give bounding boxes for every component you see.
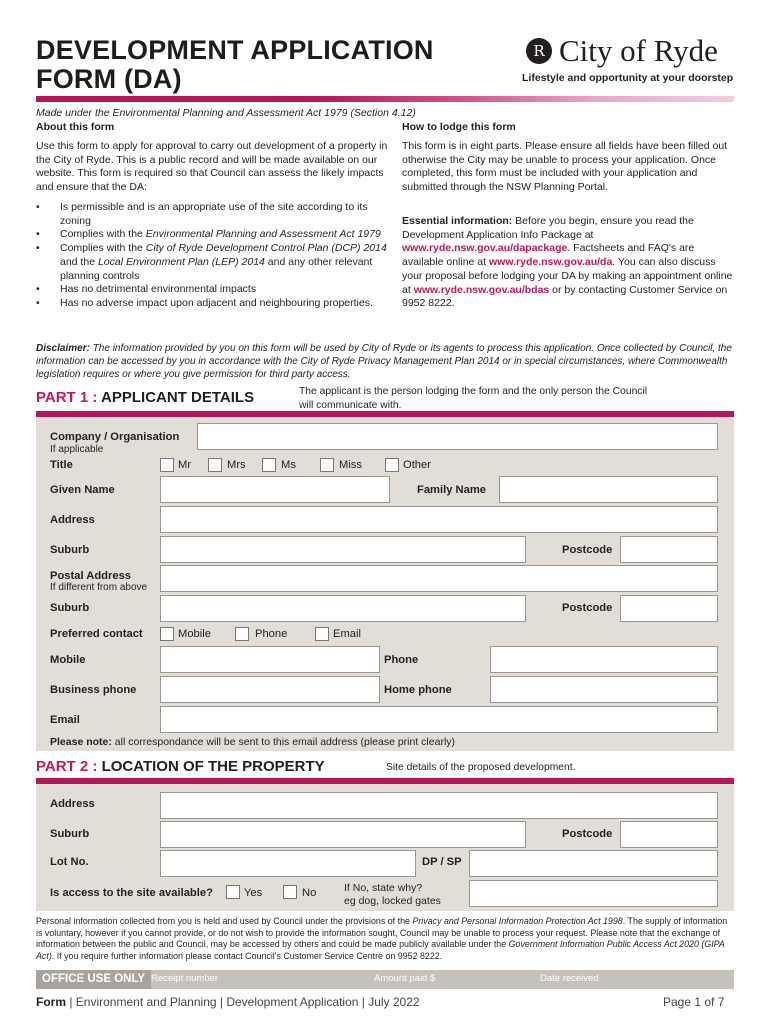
home-phone-label: Home phone [384, 684, 452, 696]
postal-address-label: Postal Address [50, 570, 132, 582]
suburb-label: Suburb [50, 544, 90, 556]
family-name-label: Family Name [417, 484, 487, 496]
mobile-label: Mobile [50, 654, 86, 666]
suburb-input[interactable] [160, 536, 526, 563]
lot-label: Lot No. [50, 856, 89, 868]
office-use-label: OFFICE USE ONLY [36, 970, 151, 989]
property-suburb-input[interactable] [160, 821, 526, 848]
bullet-item: • Is permissible and is an appropriate use of the site according to its zoning [36, 201, 392, 228]
date-received-label: Date received [540, 973, 599, 984]
header-rule [36, 96, 734, 102]
title-miss-checkbox[interactable] [320, 458, 334, 472]
title-label: Title [50, 459, 73, 471]
page-number: Page 1 of 7 [663, 995, 725, 1009]
phone-label: Phone [384, 654, 419, 666]
address-label: Address [50, 514, 95, 526]
bdas-link[interactable]: www.ryde.nsw.gov.au/bdas [413, 283, 550, 296]
about-bullets [36, 201, 392, 311]
receipt-number-label: Receipt number [151, 973, 219, 984]
access-reason-input[interactable] [469, 880, 718, 907]
business-phone-input[interactable] [160, 676, 380, 703]
about-heading: About this form [36, 121, 115, 133]
part1-heading: PART 1 : APPLICANT DETAILS [36, 389, 255, 406]
family-name-input[interactable] [499, 476, 718, 503]
property-suburb-label: Suburb [50, 828, 90, 840]
postal-suburb-label: Suburb [50, 602, 90, 614]
property-address-label: Address [50, 798, 95, 810]
lot-input[interactable] [160, 850, 416, 877]
city-of-ryde-logo [522, 33, 734, 86]
form-title: DEVELOPMENT APPLICATION FORM (DA) [36, 35, 434, 94]
address-input[interactable] [160, 506, 718, 533]
title-mrs-checkbox[interactable] [208, 458, 222, 472]
contact-email-label: Email [333, 628, 361, 640]
logo-tagline: Lifestyle and opportunity at your doorstep [522, 72, 734, 84]
office-use-bar [36, 970, 734, 989]
ryde-logo-mark: R [526, 38, 552, 64]
email-label: Email [50, 714, 80, 726]
given-name-input[interactable] [160, 476, 390, 503]
act-reference: Made under the Environmental Planning and Assessment Act 1979 (Section 4.12) [36, 107, 416, 119]
phone-input[interactable] [490, 646, 718, 673]
contact-phone-checkbox[interactable] [235, 627, 249, 641]
property-postcode-label: Postcode [562, 828, 613, 840]
title-mr-checkbox[interactable] [160, 458, 174, 472]
access-yes-checkbox[interactable] [226, 885, 240, 899]
contact-phone-label: Phone [255, 628, 288, 640]
access-no-label: No [302, 887, 317, 899]
postal-postcode-input[interactable] [620, 595, 718, 622]
contact-mobile-checkbox[interactable] [160, 627, 174, 641]
title-other-checkbox[interactable] [385, 458, 399, 472]
essential-information: Essential information: Before you begin, ensure you read the Development Application Info Package at www.ryde.nsw.gov.au/dapackage. Factsheets and FAQ's are available online at www.ryde.nsw.gov.au/da. You can also discuss your proposal before lodging your DA by making an appointment online at www.ryde.nsw.gov.au/bdas or by contacting Customer Service on 9952 8222. [402, 215, 733, 310]
disclaimer: Disclaimer: The information provided by you on this form will be used by City of Ryde or its agents to process this application. Once collected by Council, the information can be accessed by you in accordance with the City of Ryde Privacy Management Plan 2014 or in special circumstances, where Commonwealth legislation requires or where you give permission for third party access. [36, 343, 732, 381]
title-mrs-label: Mrs [227, 459, 246, 471]
part1-description: The applicant is the person lodging the form and the only person the Council will communicate with. [299, 386, 648, 411]
site-access-label: Is access to the site available? [50, 887, 213, 899]
mobile-input[interactable] [160, 646, 380, 673]
title-ms-label: Ms [281, 459, 296, 471]
given-name-label: Given Name [50, 484, 115, 496]
property-postcode-input[interactable] [620, 821, 718, 848]
privacy-statement: Personal information collected from you is held and used by Council under the provisions of the Privacy and Personal Information Protection Act 1998. The supply of information is voluntary, however if you cannot provide, or do not wish to provide the information sought, Council may be unable to process your request. Please note that the exchange of information between the public and Council, may be accessed by others and could be made publicly available under the Government Information Public Access Act 2020 (GIPA Act). If you require further information please contact Council's Customer Service Centre on 9952 8222. [36, 916, 728, 961]
postal-postcode-label: Postcode [562, 602, 613, 614]
postcode-input[interactable] [620, 536, 718, 563]
home-phone-input[interactable] [490, 676, 718, 703]
contact-email-checkbox[interactable] [315, 627, 329, 641]
amount-paid-label: Amount paid $ [374, 973, 436, 984]
lodge-text: This form is in eight parts. Please ensure all fields have been filled out otherwise the City may be unable to process your application. Once completed, this form must be included with your application and submitted through the NSW Planning Portal. [402, 140, 728, 194]
email-note: Please note: all correspondance will be sent to this email address (please print clearly) [50, 736, 456, 748]
property-address-input[interactable] [160, 792, 718, 819]
contact-mobile-label: Mobile [178, 628, 211, 640]
part2-heading: PART 2 : LOCATION OF THE PROPERTY [36, 758, 325, 775]
da-link[interactable]: www.ryde.nsw.gov.au/da [488, 256, 613, 269]
postcode-label: Postcode [562, 544, 613, 556]
postal-address-sub: If different from above [50, 582, 148, 593]
part2-description: Site details of the proposed development. [386, 762, 576, 773]
company-sub: If applicable [50, 444, 104, 455]
bullet-item: • Complies with the Environmental Planning and Assessment Act 1979 [36, 228, 392, 242]
title-mr-label: Mr [178, 459, 192, 471]
title-ms-checkbox[interactable] [262, 458, 276, 472]
title-miss-label: Miss [339, 459, 362, 471]
dapackage-link[interactable]: www.ryde.nsw.gov.au/dapackage [402, 242, 568, 255]
about-text: Use this form to apply for approval to carry out development of a property in the City of Ryde. This is a public record and will be made available on our website. This form is required so that Council can assess the likely impacts and ensure that the DA: [36, 140, 388, 194]
access-no-checkbox[interactable] [283, 885, 297, 899]
logo-name: City of Ryde [559, 33, 718, 68]
business-phone-label: Business phone [50, 684, 137, 696]
title-other-label: Other [403, 459, 431, 471]
dp-sp-input[interactable] [469, 850, 718, 877]
email-input[interactable] [160, 706, 718, 733]
lodge-heading: How to lodge this form [402, 121, 516, 133]
postal-suburb-input[interactable] [160, 595, 526, 622]
bullet-item: • Has no detrimental environmental impacts [36, 283, 392, 297]
preferred-contact-label: Preferred contact [50, 628, 143, 640]
access-reason-hint: If No, state why? eg dog, locked gates [344, 882, 441, 907]
bullet-item: • Complies with the City of Ryde Development Control Plan (DCP) 2014 and the Local Environment Plan (LEP) 2014 and any other relevant planning controls [36, 242, 392, 283]
page-footer: Form | Environment and Planning | Development Application | July 2022 [36, 995, 420, 1009]
access-yes-label: Yes [244, 887, 263, 899]
dp-sp-label: DP / SP [422, 856, 462, 868]
company-input[interactable] [197, 423, 718, 450]
postal-address-input[interactable] [160, 565, 718, 592]
company-label: Company / Organisation [50, 431, 180, 443]
bullet-item: • Has no adverse impact upon adjacent and neighbouring properties. [36, 297, 392, 311]
part2-panel [36, 784, 734, 911]
part1-panel [36, 417, 734, 751]
